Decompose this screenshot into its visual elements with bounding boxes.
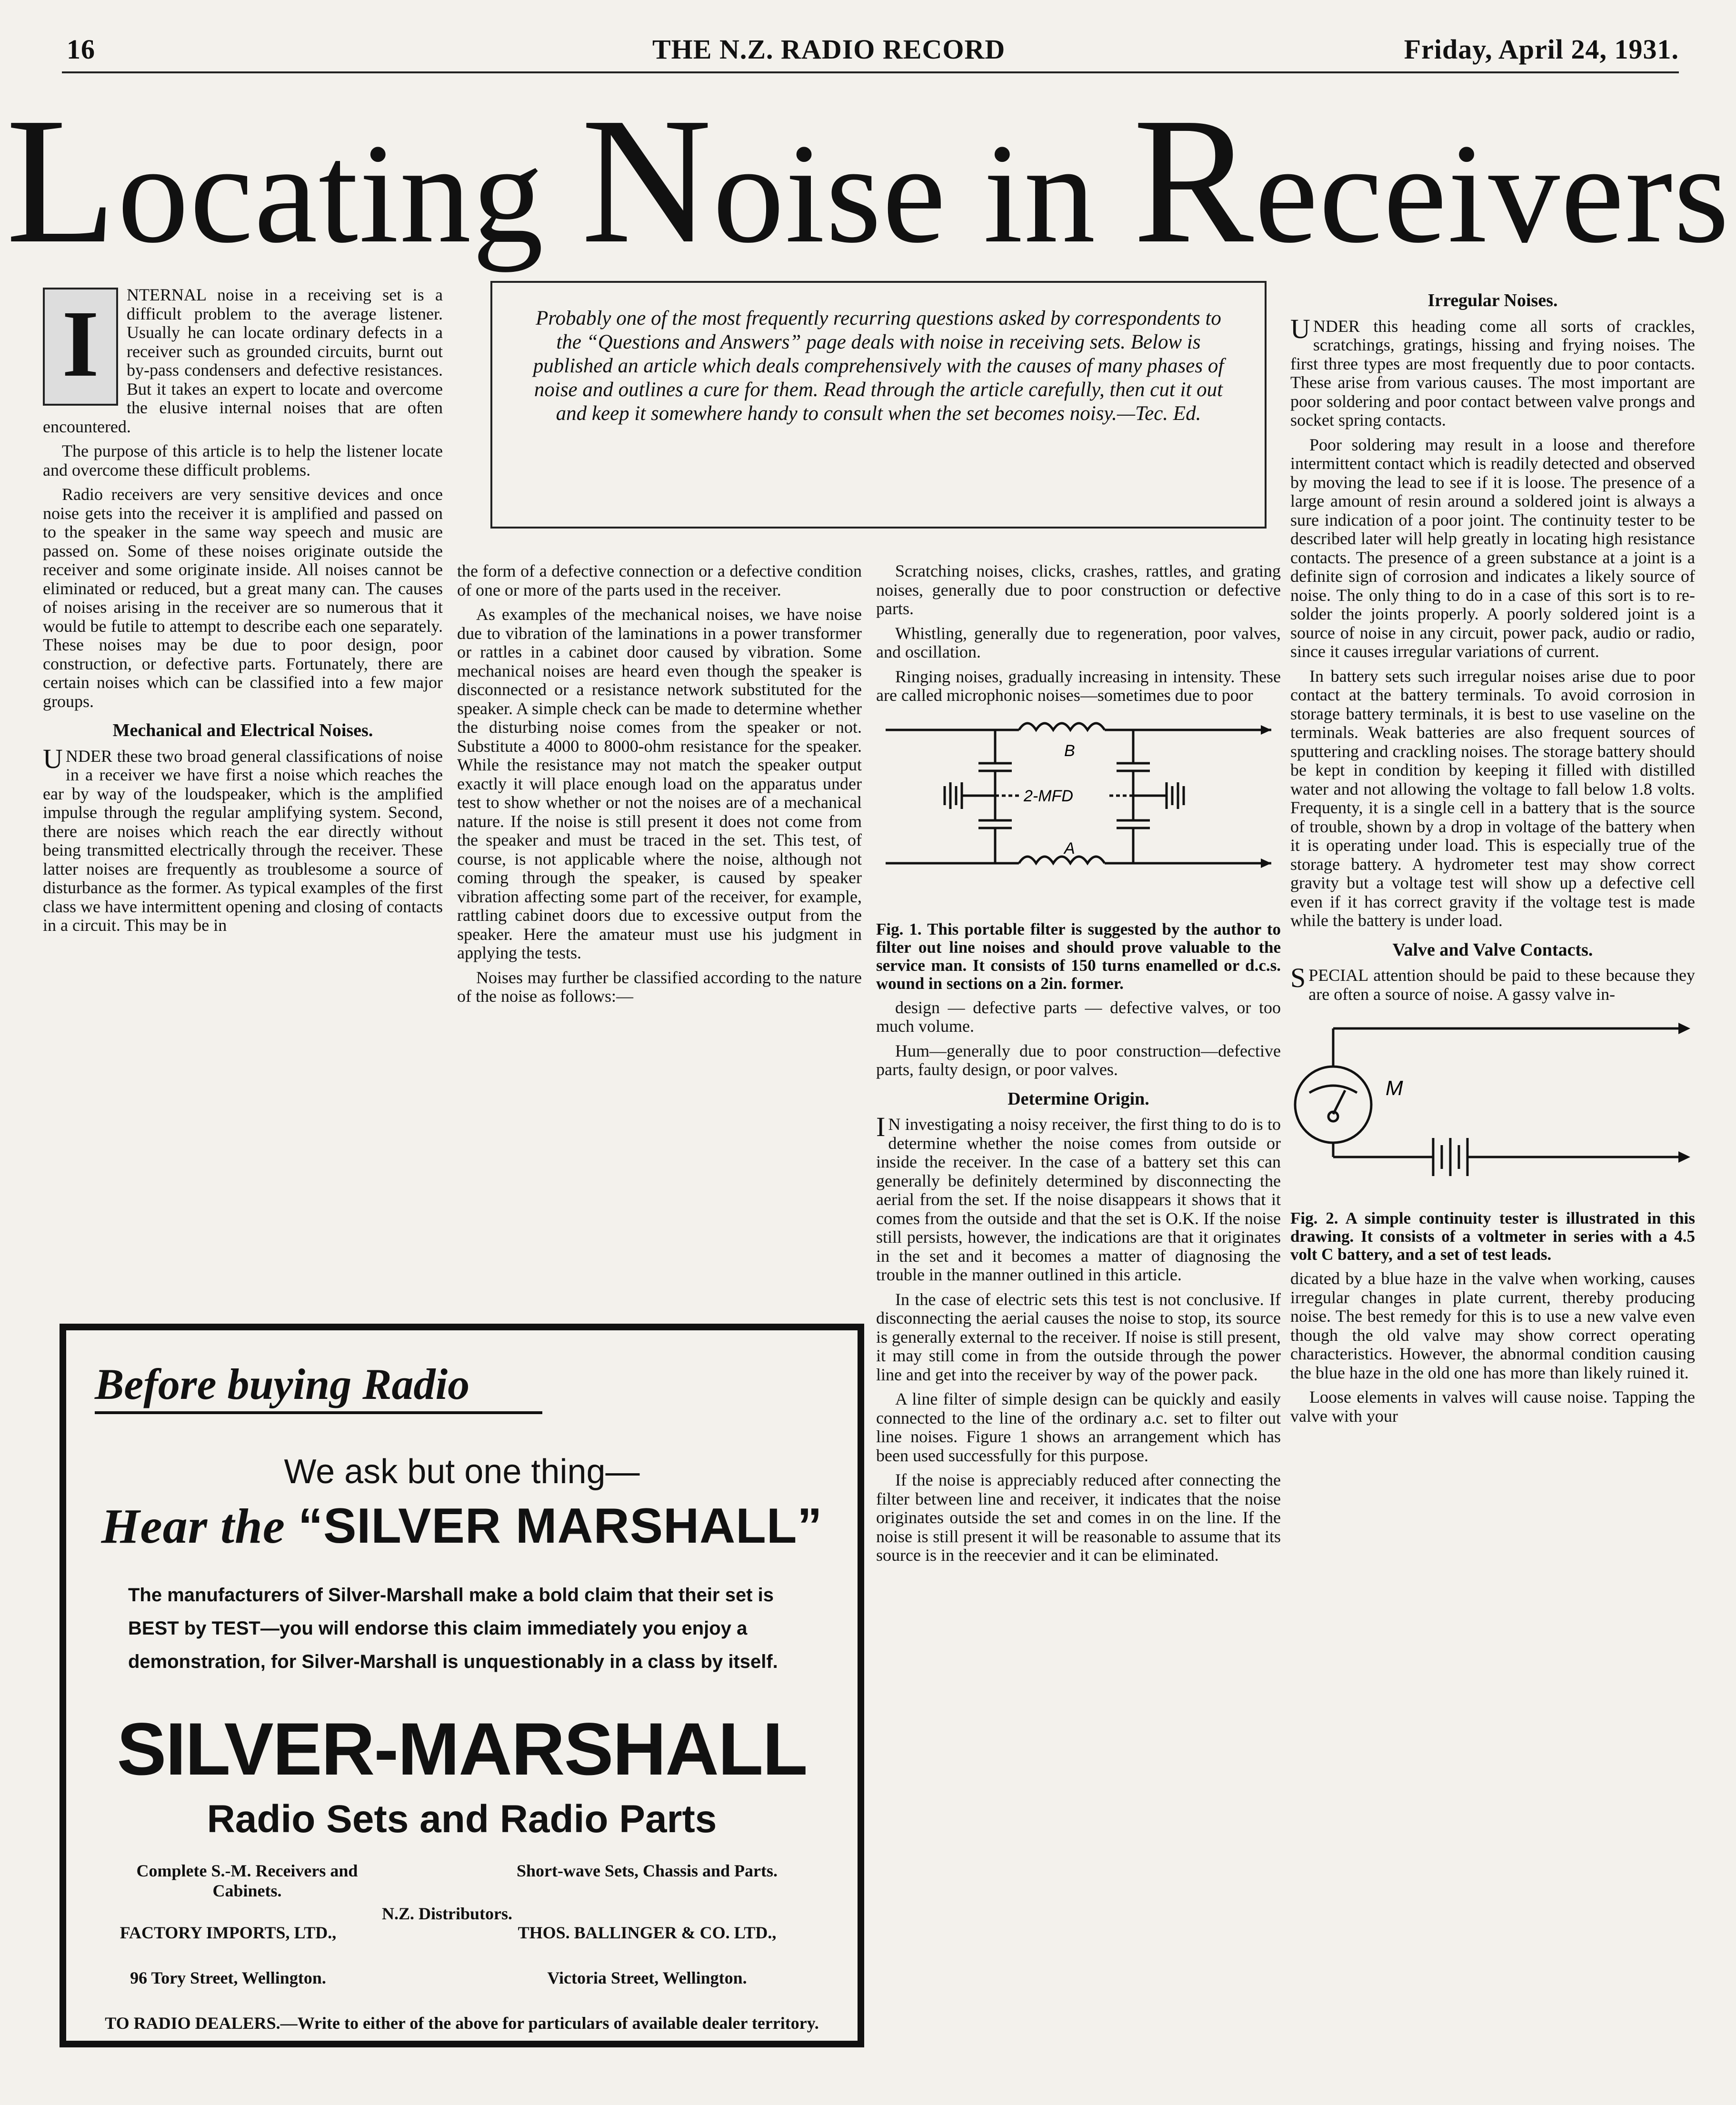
silver-marshall-advertisement [60,1324,864,2047]
header-rule [62,71,1679,73]
ad-right-offer: Short-wave Sets, Chassis and Parts. [516,1861,778,1880]
ad-body-text: The manufacturers of Silver-Marshall make a bold claim that their set is BEST by TEST—you will endorse this claim immediately you enjoy a demonstration, for Silver-Marshall is unquestionably in a class by itself. [128,1585,778,1672]
paragraph: In battery sets such irregular noises arise due to poor contact at the battery terminals. To avoid corrosion in storage battery terminals, it is best to use vaseline on the terminals. Weak batteries are also frequent sources of sputtering and crackling noises. The storage battery should be kept in condition by keeping it filled with distilled water and not allowing the voltage to fall below 1.8 volts. Frequenty, it is a single cell in a battery that is the source of trouble, shown by a drop in voltage of the battery when it is operating under load. This is especially true of the storage battery. A hydrometer test may show correct gravity but a voltage test will show up a defective cell even if it has correct gravity if the voltage test is made while the battery is under load. [1290,666,1695,930]
paragraph: design — defective parts — defective valves, or too much volume. [876,998,1281,1036]
paragraph: the form of a defective connection or a defective condition of one or more of the parts used in the receiver. [457,561,862,599]
filter-diagram [876,711,1281,911]
ad-hear-line: Hear the “SILVER MARSHALL” [101,1498,823,1554]
article-title: Locating Noise in Receivers [6,80,1730,281]
ad-headline-rule [95,1411,542,1414]
ad-ask-line: We ask but one thing— [284,1453,640,1491]
decorative-dropcap: I [43,288,118,406]
paragraph: Hum—generally due to poor construction—defective parts, faulty design, or poor valves. [876,1041,1281,1079]
section-heading: Mechanical and Electrical Noises. [112,720,373,740]
paragraph: Whistling, generally due to regeneration, poor valves, and oscillation. [876,623,1281,661]
issue-date: Friday, April 24, 1931. [1404,34,1679,65]
paragraph: The purpose of this article is to help the listener locate and overcome these difficult problems. [43,441,443,479]
paragraph: If the noise is appreciably reduced after connecting the filter between line and receiver, it indicates that the noise originates outside the set and comes in on the line. If the noise is still present it will be reasonable to assume that its source is in the reecevier and it can be eliminated. [876,1470,1281,1565]
column-1 [43,286,443,941]
capacitor-label: 2-MFD [1024,787,1073,805]
ad-subtitle: Radio Sets and Radio Parts [207,1797,717,1841]
ad-headline: Before buying Radio [95,1360,470,1408]
ad-left-address: 96 Tory Street, Wellington. [130,1968,326,1987]
paragraph: In the case of electric sets this test is not conclusive. If disconnecting the aerial causes the noise to stop, its source is generally external to the receiver. If noise is still present, it may still come in from the outside through the power line and get into the receiver by way of the power pack. [876,1289,1281,1384]
paragraph: Radio receivers are very sensitive devices and once noise gets into the receiver it is amplified and passed on to the speaker in the same way speech and music are passed on. Some of these noises originate outside the receiver and some originate inside. All noises cannot be eliminated or reduced, but a great many can. The causes of noises arising in the receiver are so numerous that it would be futile to attempt to describe each one separately. These noises may be due to poor design, poor construction, or defective parts. Fortunately, there are certain noises which can be classified into a few major groups. [43,485,443,711]
paragraph: dicated by a blue haze in the valve when working, causes irregular changes in plate current, thereby producing noise. The best remedy for this is to use a new valve even though the old valve may show correct operating characteristics. However, the abnormal condition causing the blue haze in the old one has more than likely ruined it. [1290,1269,1695,1382]
meter-label: M [1386,1077,1403,1100]
figure-2-caption: Fig. 2. A simple continuity tester is illustrated in this drawing. It consists of a voltmeter in series with a 4.5 volt C battery, and a set of test leads. [1290,1209,1695,1264]
ad-distributor-block [95,1861,829,2004]
figure-1-caption: Fig. 1. This portable filter is suggested by the author to filter out line noises and should prove valuable to the service man. It consists of 150 turns enamelled or d.c.s. wound in sections on a 2in. former. [876,919,1281,993]
section-heading: Determine Origin. [1008,1088,1149,1109]
paragraph: SPECIAL attention should be paid to these because they are often a source of noise. A gassy valve in- [1290,962,1695,1004]
column-2 [457,562,862,1012]
continuity-tester-diagram [1290,1009,1695,1200]
coil-b-label: B [1064,741,1075,760]
ad-right-address: Victoria Street, Wellington. [547,1968,747,1987]
paragraph: Loose elements in valves will cause noise. Tapping the valve with your [1290,1387,1695,1426]
coil-a-label: A [1064,839,1075,858]
editor-note: Probably one of the most frequently recurring questions asked by correspondents to the “Questions and Answers” page deals with noise in receiving sets. Below is published an article which deals comprehensively with the causes of many phases of noise and outlines a cure for them. Read through the article carefully, then cut it out and keep it somewhere handy to consult when the set becomes noisy.—Tec. Ed. [533,307,1224,425]
ad-brand-name: SILVER-MARSHALL [117,1708,807,1791]
editor-note-box [490,281,1267,529]
paragraph: As examples of the mechanical noises, we have noise due to vibration of the laminations in a power transformer or rattles in a cabinet door caused by vibration. Some mechanical noises are heard even though the speaker is disconnected or a resistance network substituted for the speaker. A simple check can be made to determine whether the disturbing noise comes from the speaker or not. Substitute a 4000 to 8000-ohm resistance for the speaker. While the resistance may not match the speaker output exactly it will place enough load on the apparatus under test to show whether or not the noises are of a mechanical nature. If the noise is still present it does not come from the speaker and must be traced in the set. This test, of course, is not applicable where the noise, although not coming through the speaker, is caused by speaker vibration affecting some part of the receiver, for example, rattling cabinet doors due to excessive output from the speaker. Here the amateur must use his judgment in applying the tests. [457,605,862,962]
publication-name: THE N.Z. RADIO RECORD [652,34,1006,65]
paragraph: Scratching noises, clicks, crashes, rattles, and grating noises, generally due to poor construction or defective parts. [876,561,1281,618]
column-3 [876,562,1281,1571]
ad-left-distributor: FACTORY IMPORTS, LTD., [120,1923,337,1942]
page-number: 16 [67,34,95,65]
ad-right-distributor: THOS. BALLINGER & CO. LTD., [518,1923,777,1942]
ad-distributors-label: N.Z. Distributors. [381,1904,512,1923]
paragraph: Poor soldering may result in a loose and therefore intermittent contact which is readily detected and observed by moving the lead to see if it is loose. The presence of a large amount of resin around a soldered joint is always a sure indication of a poor joint. The continuity tester to be described later will help greatly in locating high resistance contacts. The presence of a green substance at a joint is a definite sign of corrosion and indicates a likely source of noise. The only thing to do in a case of this sort is to re-solder the joints properly. A poorly soldered joint is a source of noise in any circuit, power pack, audio or radio, since it causes irregular variations of current. [1290,435,1695,661]
column-4 [1290,281,1695,1431]
ad-left-offer: Complete S.-M. Receivers and Cabinets. [136,1861,358,1900]
paragraph: Ringing noises, gradually increasing in intensity. These are called microphonic noises—sometimes due to poor [876,667,1281,705]
section-heading: Irregular Noises. [1427,290,1558,310]
ad-dealers-note: TO RADIO DEALERS.—Write to either of the above for particulars of available dealer territory. [105,2014,819,2033]
paragraph: A line filter of simple design can be quickly and easily connected to the line of the ordinary a.c. set to filter out line noises. Figure 1 shows an arrangement which has been used successfully for this purpose. [876,1389,1281,1465]
paragraph: UNDER this heading come all sorts of crackles, scratchings, gratings, hissing and frying noises. The first three types are most frequently due to poor contacts. These arise from various causes. The most important are poor soldering and poor contact between valve prongs and socket spring contacts. [1290,313,1695,429]
paragraph: UNDER these two broad general classifications of noise in a receiver we have first a noise which reaches the ear by way of the loudspeaker, which is the amplified impulse through the regular amplifying system. Second, there are noises which reach the ear directly without being transmitted electrically through the receiver. These latter noises are frequently as troublesome a source of disturbance as the former. As typical examples of the first class we have intermittent opening and closing of contacts in a circuit. This may be in [43,743,443,935]
paragraph: I N investigating a noisy receiver, the first thing to do is to determine whether the noise comes from outside or inside the receiver. In the case of a battery set this can generally be definitely determined by disconnecting the aerial from the set. If the noise disappears it shows that it comes from the outside and that the set is O.K. If the noise still persists, however, the indications are that it originates in the set and it becomes a matter of diagnosing the trouble in the manner outlined in this article. [876,1111,1281,1284]
section-heading: Valve and Valve Contacts. [1392,939,1593,960]
paragraph: Noises may further be classified according to the nature of the noise as follows:— [457,968,862,1006]
intro-paragraph: NTERNAL noise in a receiving set is a difficult problem to the average listener. Usually he can locate ordinary defects in a receiver such as grounded circuits, burnt out by-pass condensers and defective resistances. But it takes an expert to locate and overcome the elusive internal noises that are often encountered. [43,285,443,436]
